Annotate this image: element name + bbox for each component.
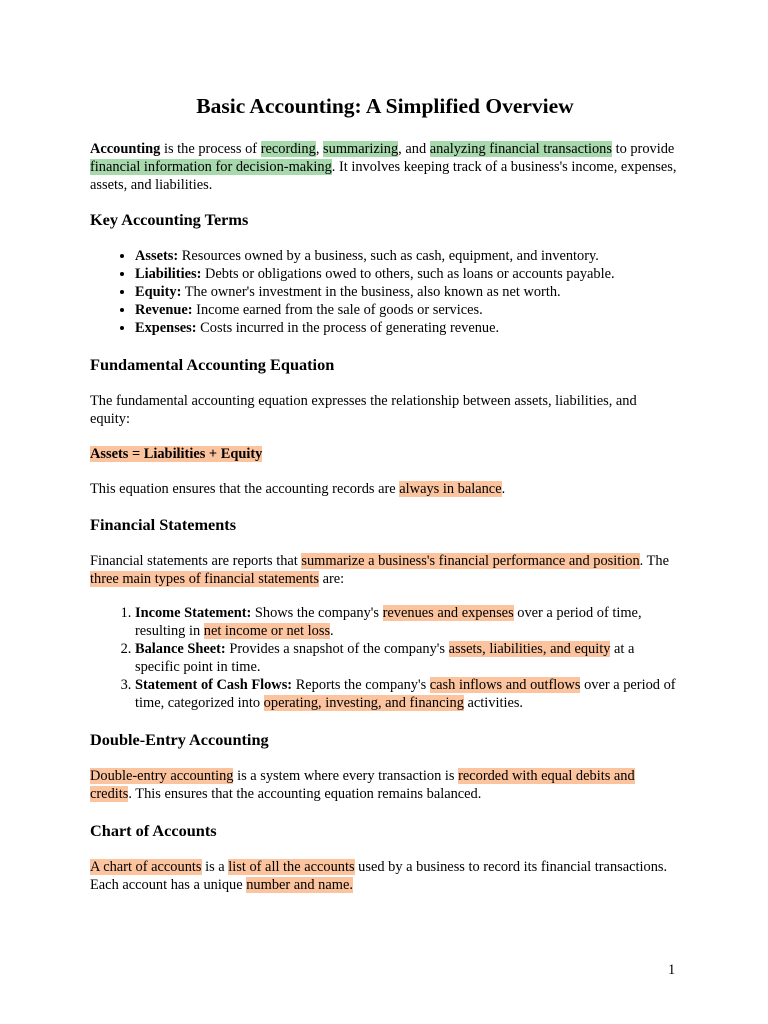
document-page [90,92,680,894]
balance-text: . [501,481,506,497]
chart-text: is a [201,859,229,875]
statements-list [90,604,680,712]
highlight-three-types: three main types of financial statements [90,571,319,587]
highlight-double-entry: Double-entry accounting [90,768,234,784]
term-desc: Resources owned by a business, such as cash, equipment, and inventory. [178,248,599,264]
double-entry-text: . This ensures that the accounting equation remains balanced. [128,786,482,802]
term-desc: Income earned from the sale of goods or services. [192,302,483,318]
intro-text: , [315,141,324,157]
highlight-decision-making: financial information for decision-making [90,159,332,175]
intro-term: Accounting [90,141,161,157]
statement-text: . [330,623,334,639]
heading-chart-of-accounts: Chart of Accounts [90,821,217,840]
equation-intro: The fundamental accounting equation expresses the relationship between assets, liabilities, and equity: [90,393,637,427]
page-title: Basic Accounting: A Simplified Overview [196,94,574,118]
highlight-statement: assets, liabilities, and equity [448,641,611,657]
statement-text: over a period of time, resulting in [135,605,642,639]
intro-text: is the process of [160,141,261,157]
highlight-statement: net income or net loss [203,623,331,639]
intro-text: to provide [611,141,675,157]
statement-text: over a period of time, categorized into [135,677,676,711]
highlight-number-and-name: number and name. [246,877,353,893]
list-item [135,319,680,337]
term-label: Revenue: [135,302,193,318]
highlight-balance: always in balance [399,481,502,497]
balance-text: This equation ensures that the accounting records are [90,481,400,497]
highlight-statement: cash inflows and outflows [429,677,581,693]
highlight-formula: Assets = Liabilities + Equity [90,446,263,462]
highlight-chart-of-accounts: A chart of accounts [90,859,202,875]
list-item [135,265,680,283]
statements-text: Financial statements are reports that [90,553,302,569]
statement-text: Reports the company's [292,677,430,693]
highlight-statement: operating, investing, and financing [263,695,464,711]
list-item [135,247,680,265]
highlight-list-of-accounts: list of all the accounts [228,859,355,875]
statement-text: activities. [463,695,524,711]
statement-text: Provides a snapshot of the company's [225,641,449,657]
statement-text: Shows the company's [251,605,383,621]
intro-text: , and [398,141,430,157]
statement-label: Balance Sheet: [135,641,226,657]
highlight-debits-credits: recorded with equal debits and credits [90,768,635,802]
term-desc: Costs incurred in the process of generating revenue. [196,320,500,336]
highlight-statement: revenues and expenses [382,605,514,621]
statement-label: Statement of Cash Flows: [135,677,293,693]
highlight-analyzing: analyzing financial transactions [429,141,612,157]
list-item [135,676,680,712]
term-label: Liabilities: [135,266,202,282]
double-entry-paragraph [90,767,680,803]
term-label: Equity: [135,284,182,300]
list-item [135,604,680,640]
page-number: 1 [668,962,676,978]
list-item [135,640,680,676]
highlight-summarizing: summarizing [323,141,399,157]
statement-label: Income Statement: [135,605,252,621]
statements-intro [90,552,680,588]
term-label: Expenses: [135,320,197,336]
heading-financial-statements: Financial Statements [90,515,237,534]
intro-text: . It involves keeping track of a business's income, expenses, assets, and liabilities. [90,159,677,193]
intro-paragraph [90,140,680,194]
statement-text: at a specific point in time. [135,641,635,675]
chart-text: used by a business to record its financial transactions. Each account has a unique [90,859,668,893]
heading-double-entry: Double-Entry Accounting [90,730,269,749]
equation-formula [90,445,680,463]
highlight-recording: recording [260,141,316,157]
heading-key-terms: Key Accounting Terms [90,210,249,229]
chart-of-accounts-paragraph [90,858,680,894]
highlight-summarize: summarize a business's financial performance and position [301,553,640,569]
equation-balance [90,480,680,498]
list-item [135,301,680,319]
list-item [135,283,680,301]
key-terms-list [90,247,680,337]
term-label: Assets: [135,248,179,264]
double-entry-text: is a system where every transaction is [233,768,459,784]
statements-text: . The [639,553,669,569]
statements-text: are: [318,571,345,587]
heading-equation: Fundamental Accounting Equation [90,355,335,374]
term-desc: The owner's investment in the business, also known as net worth. [181,284,561,300]
term-desc: Debts or obligations owed to others, such as loans or accounts payable. [201,266,615,282]
